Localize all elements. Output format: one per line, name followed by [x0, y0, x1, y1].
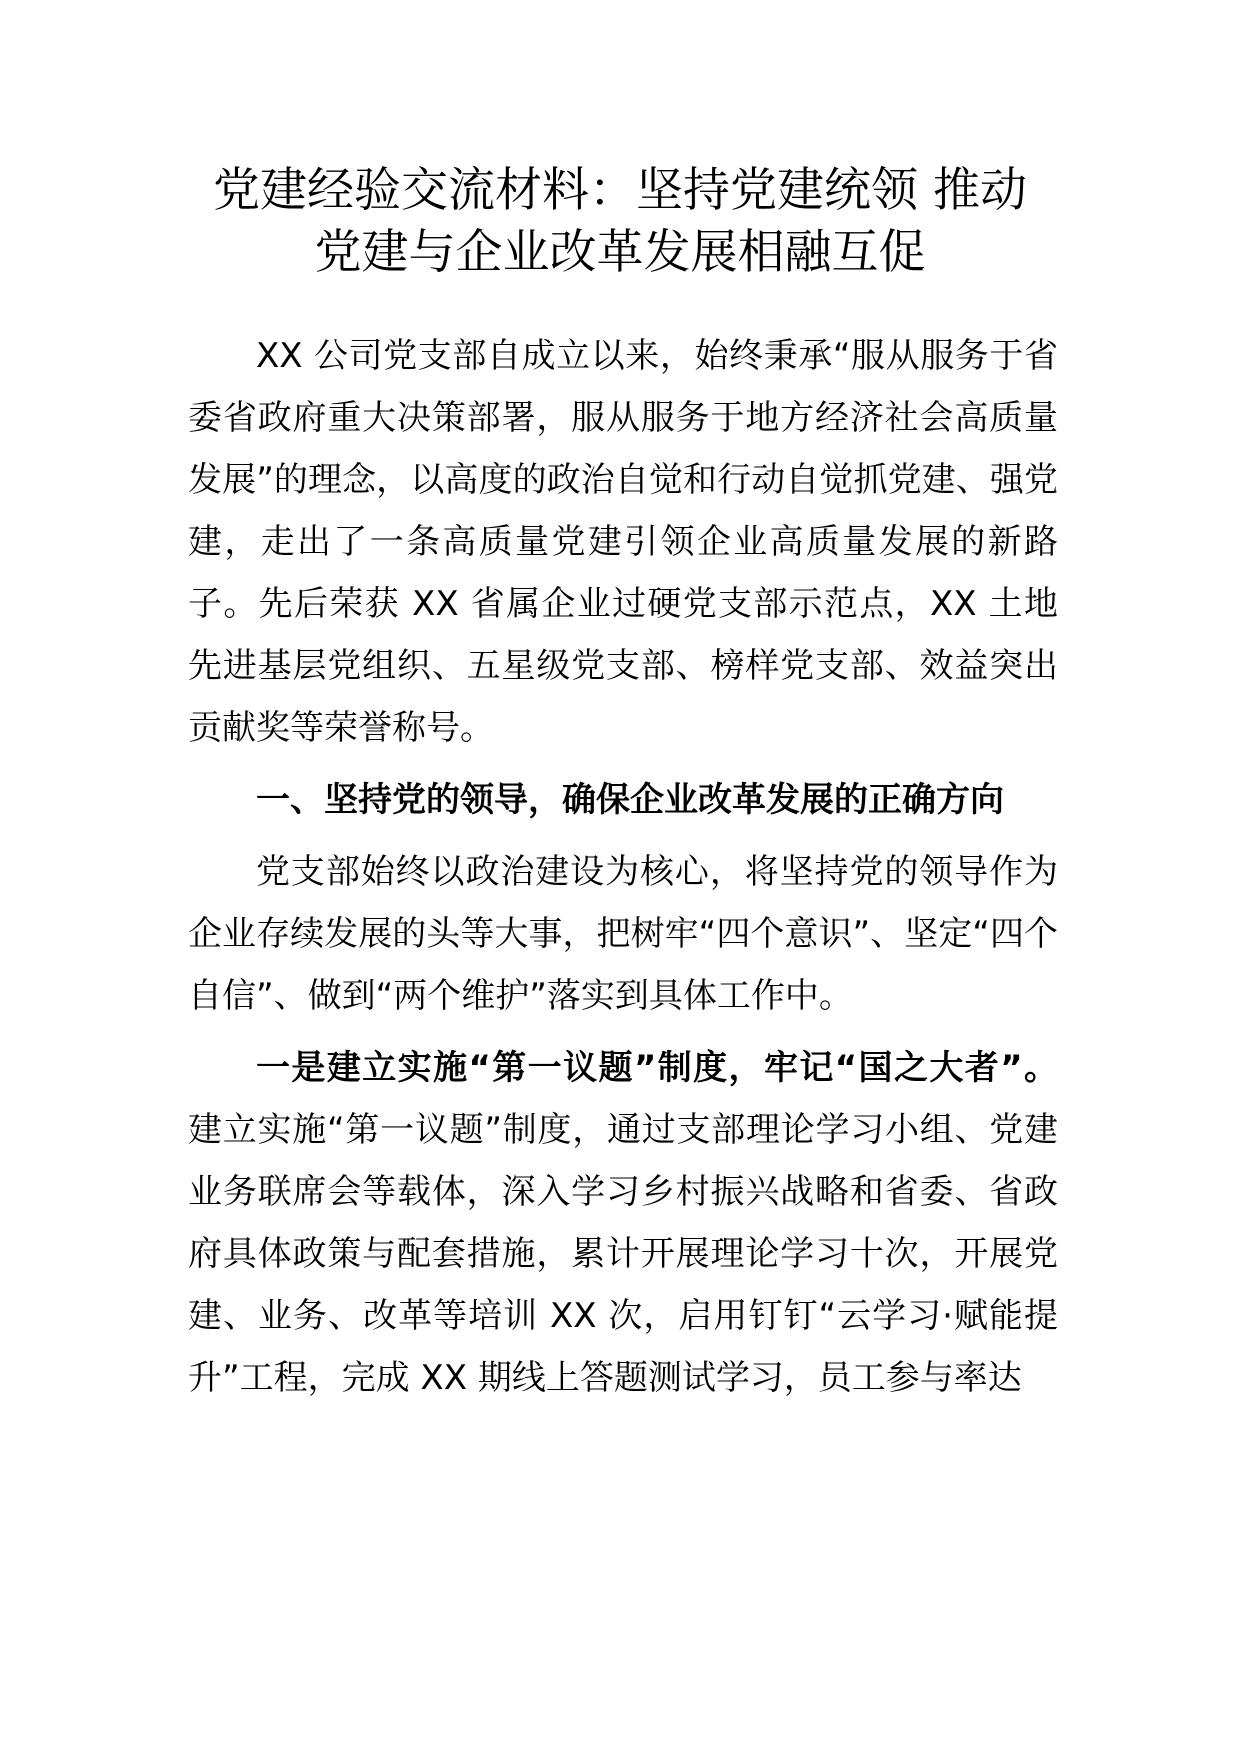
section-1-paragraph: 党支部始终以政治建设为核心，将坚持党的领导作为企业存续发展的头等大事，把树牢“四个意识”、坚定“四个自信”、做到“两个维护”落实到具体工作中。: [188, 852, 1058, 1016]
title-line-2: 党建与企业改革发展相融互促: [314, 225, 926, 280]
item-1-body: 建立实施“第一议题”制度，通过支部理论学习小组、党建业务联席会等载体，深入学习乡村振兴战略和省委、省政府具体政策与配套措施，累计开展理论学习十次，开展党建、业务、改革等培训 XX 次，启用钉钉“云学习·赋能提升”工程，完成 XX 期线上答题测试学习，员工参与率达: [188, 1110, 1058, 1398]
title-line-1: 党建经验交流材料：坚持党建统领 推动: [213, 163, 1027, 218]
item-1-paragraph: [188, 1037, 1058, 1409]
intro-paragraph: XX 公司党支部自成立以来，始终秉承“服从服务于省委省政府重大决策部署，服从服务于地方经济社会高质量发展”的理念，以高度的政治自觉和行动自觉抓党建、强党建，走出了一条高质量党建引领企业高质量发展的新路子。先后荣获 XX 省属企业过硬党支部示范点，XX 土地先进基层党组织、五星级党支部、榜样党支部、效益突出贡献奖等荣誉称号。: [188, 336, 1058, 748]
document-title: [160, 160, 1080, 284]
document-body: [188, 325, 1058, 1409]
section-1-heading: 一、坚持党的领导，确保企业改革发展的正确方向: [256, 780, 1004, 820]
item-1-lead: 一是建立实施“第一议题”制度，牢记“国之大者”。: [256, 1048, 1058, 1088]
